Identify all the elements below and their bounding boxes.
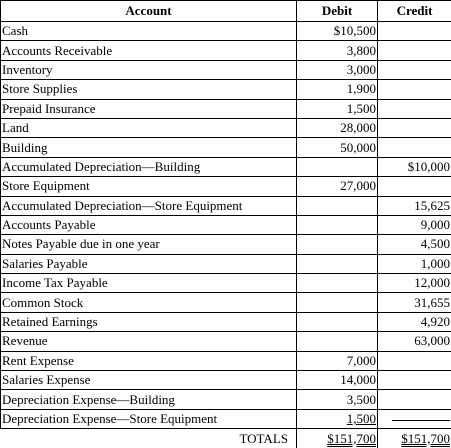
table-row <box>1 274 451 293</box>
account-cell: Accounts Payable <box>1 215 297 234</box>
table-row <box>1 332 451 351</box>
table-row <box>1 138 451 157</box>
debit-cell: 1,500 <box>297 99 378 118</box>
totals-debit-cell <box>297 429 378 448</box>
debit-cell <box>297 215 378 234</box>
account-cell: Depreciation Expense—Building <box>1 390 297 409</box>
account-cell: Income Tax Payable <box>1 274 297 293</box>
debit-cell: 27,000 <box>297 177 378 196</box>
credit-cell: 1,000 <box>378 254 451 273</box>
account-cell: Retained Earnings <box>1 312 297 331</box>
table-row <box>1 60 451 79</box>
credit-cell <box>378 41 451 60</box>
debit-cell: 1,900 <box>297 80 378 99</box>
table-row <box>1 177 451 196</box>
debit-cell <box>297 312 378 331</box>
debit-cell: 3,000 <box>297 60 378 79</box>
credit-cell <box>378 118 451 137</box>
debit-cell: 14,000 <box>297 371 378 390</box>
table-row <box>1 157 451 176</box>
table-row <box>1 196 451 215</box>
header-account: Account <box>1 1 297 22</box>
totals-label: TOTALS <box>1 429 297 448</box>
account-cell: Prepaid Insurance <box>1 99 297 118</box>
debit-cell: $10,500 <box>297 22 378 41</box>
credit-cell: 9,000 <box>378 215 451 234</box>
credit-cell: 4,920 <box>378 312 451 331</box>
totals-credit-cell <box>378 429 451 448</box>
credit-cell <box>378 177 451 196</box>
debit-cell: 28,000 <box>297 118 378 137</box>
credit-cell: 31,655 <box>378 293 451 312</box>
debit-cell <box>297 235 378 254</box>
credit-cell: $10,000 <box>378 157 451 176</box>
credit-cell <box>378 80 451 99</box>
table-row <box>1 409 451 428</box>
account-cell: Land <box>1 118 297 137</box>
totals-debit: $151,700 <box>327 430 376 446</box>
table-row <box>1 118 451 137</box>
debit-cell <box>297 293 378 312</box>
debit-cell <box>297 409 378 428</box>
table-row <box>1 371 451 390</box>
table-body <box>1 22 451 448</box>
account-cell: Salaries Expense <box>1 371 297 390</box>
credit-cell <box>378 351 451 370</box>
account-cell: Accumulated Depreciation—Building <box>1 157 297 176</box>
table-header <box>1 1 451 22</box>
debit-cell: 3,800 <box>297 41 378 60</box>
account-cell: Common Stock <box>1 293 297 312</box>
credit-cell <box>378 22 451 41</box>
account-cell: Accumulated Depreciation—Store Equipment <box>1 196 297 215</box>
account-cell: Cash <box>1 22 297 41</box>
debit-cell: 7,000 <box>297 351 378 370</box>
debit-cell: 50,000 <box>297 138 378 157</box>
table-row <box>1 312 451 331</box>
table-row <box>1 22 451 41</box>
credit-cell <box>378 390 451 409</box>
header-credit: Credit <box>378 1 451 22</box>
debit-cell <box>297 254 378 273</box>
credit-cell: 4,500 <box>378 235 451 254</box>
table-row <box>1 215 451 234</box>
last-debit-value: 1,500 <box>346 411 376 426</box>
debit-cell <box>297 274 378 293</box>
table-row <box>1 235 451 254</box>
underline-rule <box>392 420 450 421</box>
table-row <box>1 390 451 409</box>
debit-cell <box>297 332 378 351</box>
table-row <box>1 293 451 312</box>
table-row <box>1 80 451 99</box>
table-row <box>1 99 451 118</box>
account-cell: Accounts Receivable <box>1 41 297 60</box>
header-debit: Debit <box>297 1 378 22</box>
debit-cell <box>297 196 378 215</box>
account-cell: Building <box>1 138 297 157</box>
credit-cell <box>378 99 451 118</box>
account-cell: Store Equipment <box>1 177 297 196</box>
debit-cell <box>297 157 378 176</box>
credit-cell <box>378 371 451 390</box>
credit-cell <box>378 138 451 157</box>
table-row <box>1 351 451 370</box>
account-cell: Store Supplies <box>1 80 297 99</box>
credit-cell <box>378 409 451 428</box>
account-cell: Salaries Payable <box>1 254 297 273</box>
account-cell: Rent Expense <box>1 351 297 370</box>
table-row <box>1 41 451 60</box>
debit-cell: 3,500 <box>297 390 378 409</box>
credit-cell: 63,000 <box>378 332 451 351</box>
credit-cell: 15,625 <box>378 196 451 215</box>
credit-cell: 12,000 <box>378 274 451 293</box>
totals-row <box>1 429 451 448</box>
account-cell: Revenue <box>1 332 297 351</box>
credit-cell <box>378 60 451 79</box>
account-cell: Depreciation Expense—Store Equipment <box>1 409 297 428</box>
account-cell: Inventory <box>1 60 297 79</box>
table-row <box>1 254 451 273</box>
totals-credit: $151,700 <box>401 430 450 446</box>
account-cell: Notes Payable due in one year <box>1 235 297 254</box>
header-row <box>1 1 451 22</box>
